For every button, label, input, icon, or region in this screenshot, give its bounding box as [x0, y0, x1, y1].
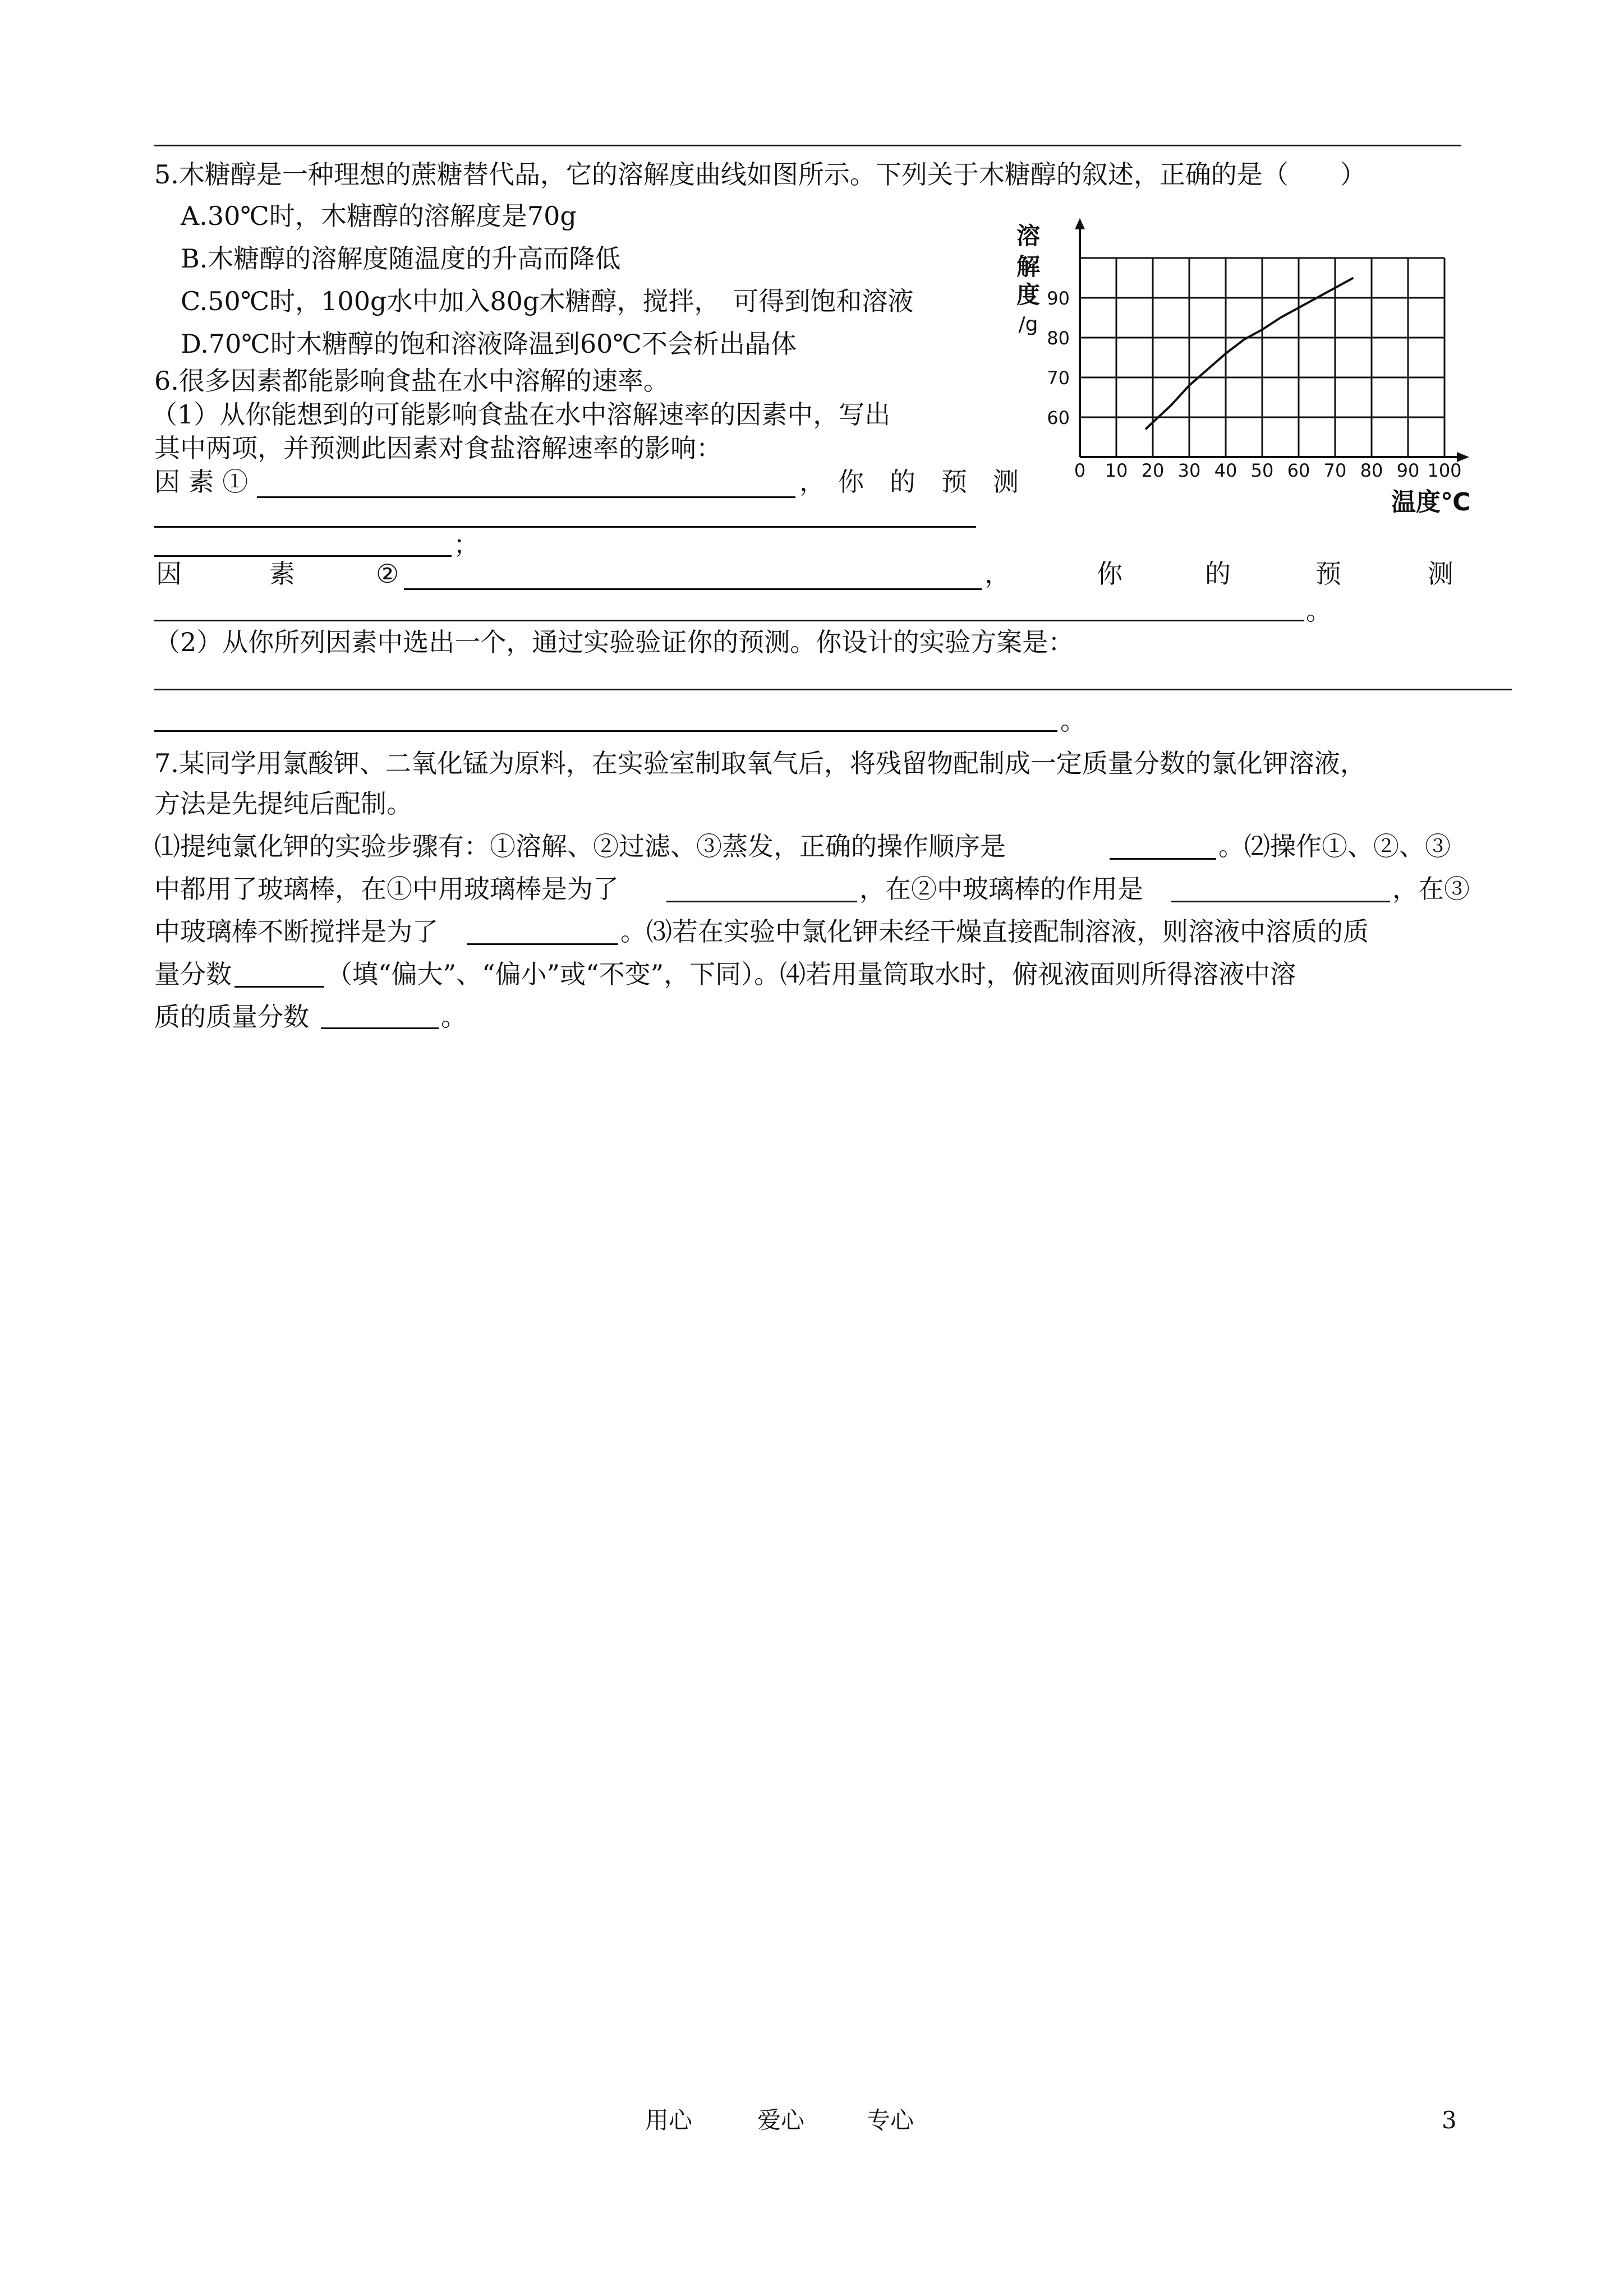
chart-y-tick-label: 70	[1047, 367, 1070, 389]
q5-option-d: D.70℃时木糖醇的饱和溶液降温到60℃不会析出晶体	[181, 329, 797, 359]
q6-factor2-pred-char-4: 测	[1428, 559, 1453, 589]
chart-x-tick-label: 10	[1105, 460, 1128, 481]
q6-factor1-prediction-label: ， 你 的 预 测	[799, 467, 1019, 497]
page-number: 3	[1442, 2106, 1457, 2134]
footer-item-1: 用心	[645, 2106, 693, 2134]
q6-factor2-comma: ，	[984, 559, 1010, 589]
q7-line5-tail: 。⑶若在实验中氯化钾未经干燥直接配制溶液，则溶液中溶质的质	[620, 916, 1369, 947]
q6-prediction2-period: 。	[1306, 596, 1332, 626]
chart-y-axis-label-char: 解	[1016, 253, 1041, 280]
q7-dissolve-blank[interactable]	[666, 901, 857, 902]
q7-line6-tail: （填“偏大”、“偏小”或“不变”，下同）。⑷若用量筒取水时，俯视液面则所得溶液中溶	[326, 959, 1296, 989]
chart-x-tick-label: 70	[1323, 460, 1347, 481]
q6-prediction1-blank-line2[interactable]	[154, 555, 452, 557]
q6-factor2-blank[interactable]	[404, 588, 982, 590]
chart-y-axis-arrow	[1075, 218, 1085, 229]
q6-part1-line1: （1）从你能想到的可能影响食盐在水中溶解速率的因素中，写出	[151, 399, 891, 430]
q7-reading-blank[interactable]	[321, 1027, 439, 1029]
chart-x-tick-label: 30	[1177, 460, 1201, 481]
q7-line6-text: 量分数	[154, 959, 232, 989]
q6-semicolon: ；	[453, 529, 479, 560]
q7-line7-text: 质的质量分数	[154, 1002, 309, 1032]
q6-factor2-pred-char-3: 预	[1315, 559, 1341, 589]
q7-line4-text: 中都用了玻璃棒，在①中用玻璃棒是为了	[154, 874, 619, 904]
q6-factor1-label: 因 素 ①	[154, 467, 249, 497]
q7-line7-period: 。	[441, 1002, 467, 1032]
q7-moisture-blank[interactable]	[234, 986, 324, 988]
q6-factor2-pred-char-2: 的	[1205, 559, 1231, 589]
solubility-chart	[996, 210, 1478, 524]
chart-y-axis-label-char: 溶	[1016, 222, 1041, 250]
q6-plan-blank-line2[interactable]	[154, 730, 1057, 732]
chart-x-tick-label: 40	[1214, 460, 1237, 481]
chart-series-line	[1145, 278, 1354, 430]
q6-plan-period: 。	[1060, 706, 1086, 736]
q6-part2: （2）从你所列因素中选出一个，通过实验验证你的预测。你设计的实验方案是：	[154, 627, 1074, 657]
q7-order-blank[interactable]	[1110, 858, 1216, 860]
q7-line5-text: 中玻璃棒不断搅拌是为了	[154, 916, 438, 947]
q7-line1: 7.某同学用氯酸钾、二氧化锰为原料，在实验室制取氧气后，将残留物配制成一定质量分数的氯化钾溶液，	[154, 748, 1366, 778]
q6-factor2-char-3: ②	[376, 559, 399, 589]
q7-filter-blank[interactable]	[1171, 901, 1390, 902]
q6-prediction2-blank[interactable]	[154, 620, 1304, 621]
q6-factor2-pred-char-1: 你	[1097, 559, 1122, 589]
chart-x-tick-label: 100	[1427, 460, 1462, 481]
footer-item-3: 专心	[867, 2106, 914, 2134]
chart-x-tick-label: 60	[1287, 460, 1310, 481]
chart-y-tick-label: 60	[1047, 407, 1070, 428]
q7-evaporate-blank[interactable]	[467, 943, 618, 945]
q5-option-c: C.50℃时，100g水中加入80g木糖醇，搅拌， 可得到饱和溶液	[181, 286, 914, 316]
chart-y-axis-label-unit: /g	[1018, 313, 1038, 336]
q5-option-b: B.木糖醇的溶解度随温度的升高而降低	[181, 243, 621, 274]
chart-y-axis-label-char: 度	[1016, 281, 1041, 308]
chart-x-axis-label: 温度℃	[1391, 488, 1471, 517]
q6-factor1-blank[interactable]	[257, 496, 795, 498]
chart-x-tick-label: 0	[1074, 460, 1086, 481]
chart-y-tick-label: 90	[1047, 288, 1070, 309]
chart-x-tick-label: 20	[1141, 460, 1165, 481]
q6-factor2-char-2: 素	[269, 559, 295, 589]
chart-x-tick-label: 90	[1396, 460, 1420, 481]
chart-x-tick-label: 80	[1360, 460, 1383, 481]
chart-x-tick-label: 50	[1250, 460, 1274, 481]
q6-plan-blank-line1[interactable]	[154, 689, 1512, 690]
q6-part1-line2: 其中两项，并预测此因素对食盐溶解速率的影响：	[154, 433, 722, 463]
q7-line4-tail: ，在③	[1392, 874, 1470, 904]
chart-y-tick-label: 80	[1047, 328, 1070, 349]
q7-line3-text: ⑴提纯氯化钾的实验步骤有：①溶解、②过滤、③蒸发，正确的操作顺序是	[154, 831, 1006, 861]
footer-item-2: 爱心	[757, 2106, 805, 2134]
q7-line3-tail: 。⑵操作①、②、③	[1218, 831, 1451, 861]
q6-factor2-char-1: 因	[156, 559, 182, 589]
q6-prediction1-blank-line1[interactable]	[154, 526, 976, 528]
q7-line2: 方法是先提纯后配制。	[154, 789, 412, 819]
q5-stem: 5.木糖醇是一种理想的蔗糖替代品，它的溶解度曲线如图所示。下列关于木糖醇的叙述，正确的是（ ）	[154, 159, 1366, 190]
q7-line4-mid: ，在②中玻璃棒的作用是	[859, 874, 1143, 904]
header-rule	[154, 145, 1461, 146]
q6-stem: 6.很多因素都能影响食盐在水中溶解的速率。	[154, 366, 669, 396]
q5-option-a: A.30℃时，木糖醇的溶解度是70g	[181, 201, 577, 231]
